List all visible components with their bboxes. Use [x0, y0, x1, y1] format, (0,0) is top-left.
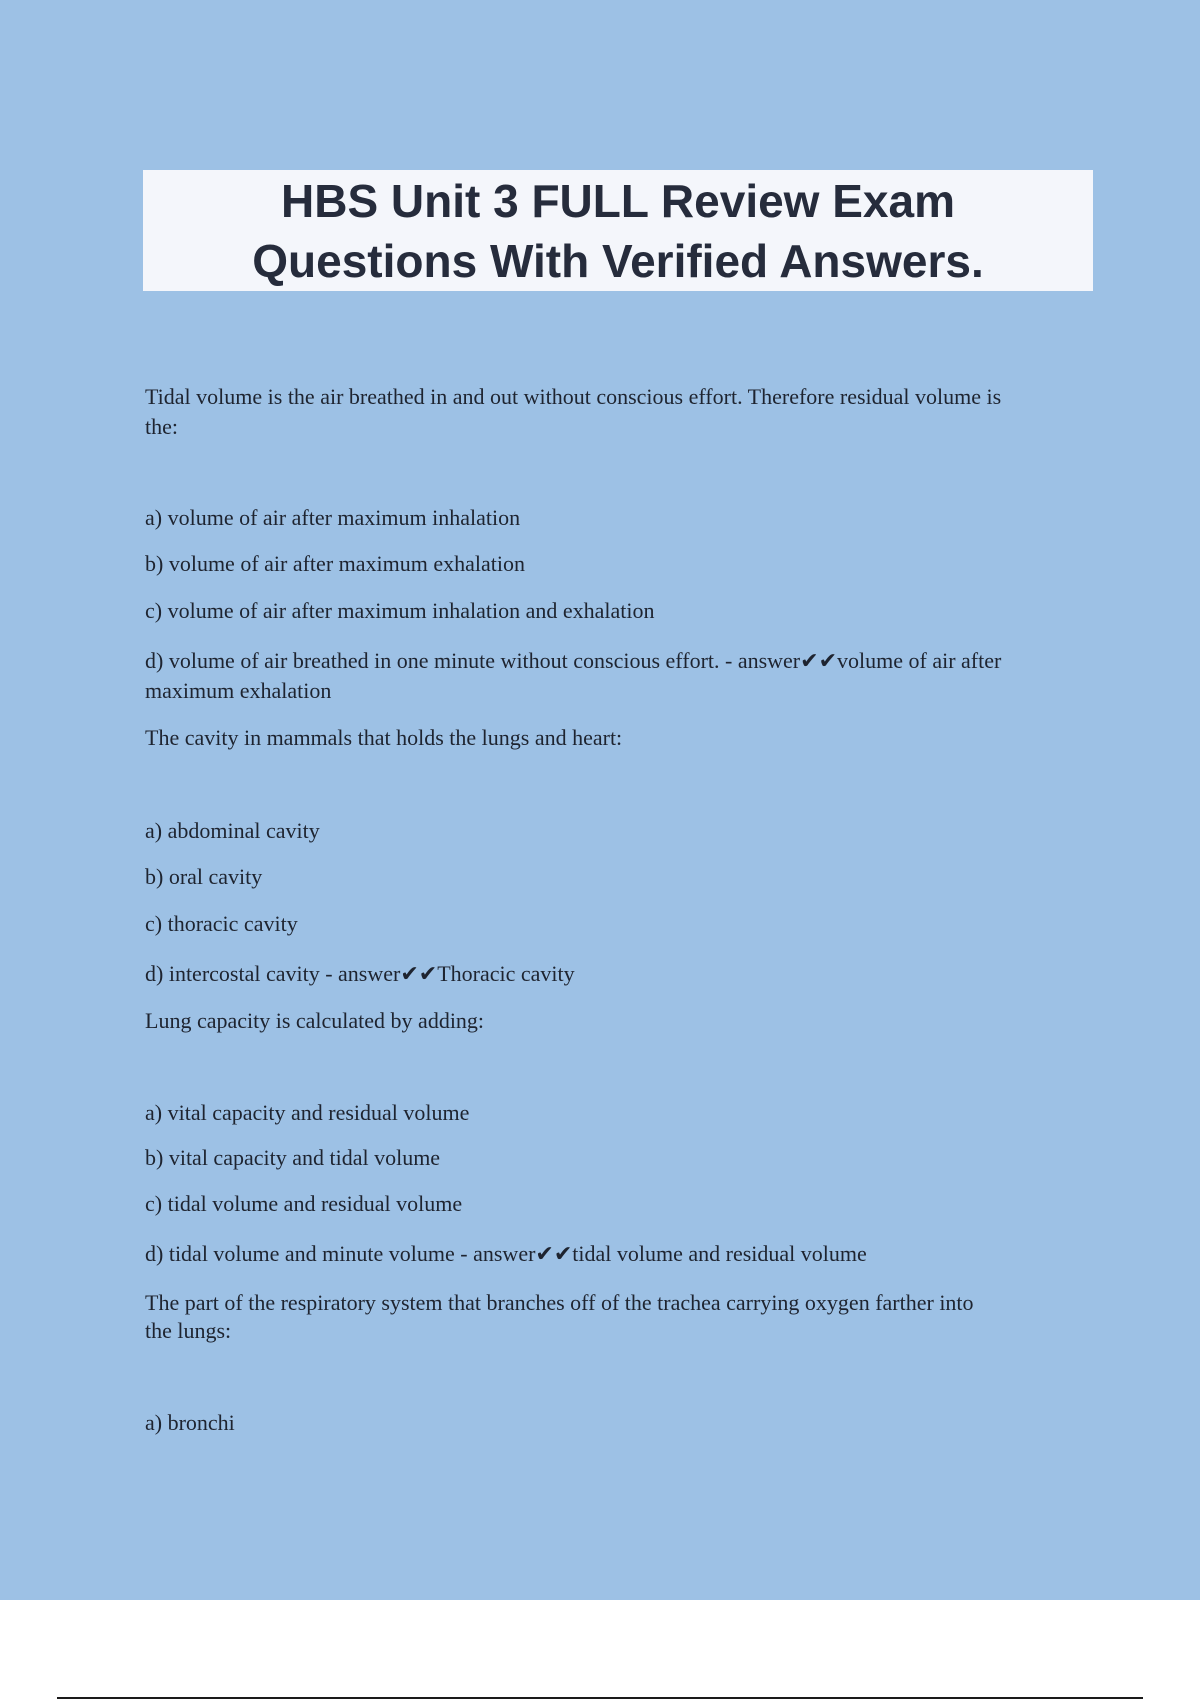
footer-divider — [57, 1697, 1143, 1699]
question-1-option-d-answer-line-1: d) volume of air breathed in one minute without conscious effort. - answer✔✔volume of air after — [145, 648, 1002, 673]
question-2-option-a: a) abdominal cavity — [145, 818, 320, 843]
document-title-line-1: HBS Unit 3 FULL Review Exam — [281, 174, 955, 227]
question-3-option-a: a) vital capacity and residual volume — [145, 1100, 470, 1125]
question-1-option-b: b) volume of air after maximum exhalation — [145, 551, 525, 576]
question-3-prompt-line-1: Lung capacity is calculated by adding: — [145, 1008, 485, 1033]
document-title-line-2: Questions With Verified Answers. — [252, 234, 984, 287]
question-2-option-b: b) oral cavity — [145, 864, 263, 889]
question-2-option-c: c) thoracic cavity — [145, 911, 298, 936]
question-1-option-c: c) volume of air after maximum inhalation and exhalation — [145, 598, 655, 623]
question-1-option-d-answer-line-2: maximum exhalation — [145, 678, 332, 703]
question-2-prompt-line-1: The cavity in mammals that holds the lungs and heart: — [145, 725, 623, 750]
question-1-prompt-line-2: the: — [145, 414, 178, 439]
question-4-prompt-line-2: the lungs: — [145, 1318, 232, 1343]
question-4-option-a: a) bronchi — [145, 1410, 235, 1435]
title-box — [143, 170, 1093, 291]
question-4-prompt-line-1: The part of the respiratory system that branches off of the trachea carrying oxygen farther into — [145, 1290, 974, 1315]
question-3-option-c: c) tidal volume and residual volume — [145, 1191, 463, 1216]
question-2-option-d-answer: d) intercostal cavity - answer✔✔Thoracic cavity — [145, 961, 575, 986]
question-3-option-b: b) vital capacity and tidal volume — [145, 1145, 441, 1170]
question-3-option-d-answer: d) tidal volume and minute volume - answer✔✔tidal volume and residual volume — [145, 1241, 867, 1266]
question-1-prompt-line-1: Tidal volume is the air breathed in and out without conscious effort. Therefore residual volume is — [145, 384, 1002, 409]
question-1-option-a: a) volume of air after maximum inhalation — [145, 505, 521, 530]
